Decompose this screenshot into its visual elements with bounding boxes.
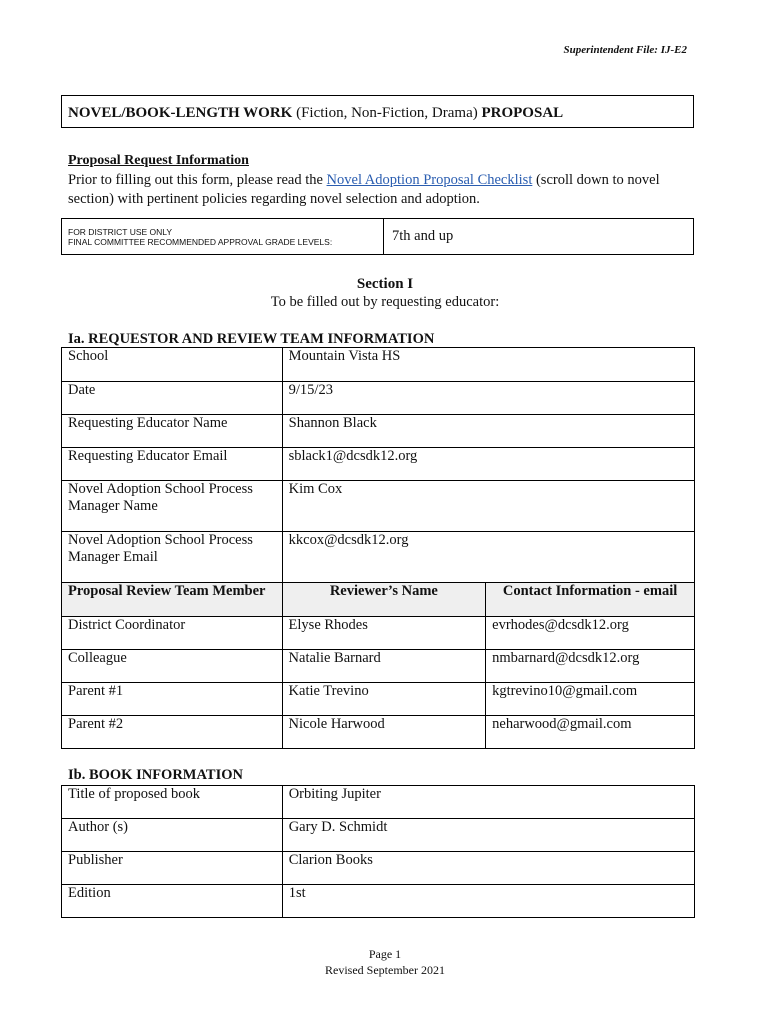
row-label: Edition: [62, 885, 283, 918]
row-label: Date: [62, 382, 283, 415]
row-label: Author (s): [62, 819, 283, 852]
table-row: [62, 852, 695, 885]
request-text-before: Prior to filling out this form, please read the: [68, 172, 327, 188]
row-value: Orbiting Jupiter: [282, 786, 694, 819]
form-title: [61, 95, 694, 128]
row-value: 9/15/23: [282, 382, 694, 415]
table-row: [62, 415, 695, 448]
title-normal: (Fiction, Non-Fiction, Drama): [292, 105, 482, 121]
table-cell: evrhodes@dcsdk12.org: [486, 617, 695, 650]
row-value: Clarion Books: [282, 852, 694, 885]
table-row: [62, 786, 695, 819]
district-label: [68, 227, 332, 247]
district-divider: [383, 219, 384, 254]
table-row: [62, 481, 695, 532]
title-bold: NOVEL/BOOK-LENGTH WORK: [68, 105, 293, 121]
row-value: Mountain Vista HS: [282, 348, 694, 382]
requestor-info-table: [61, 347, 695, 583]
row-value: 1st: [282, 885, 694, 918]
grade-level-value: 7th and up: [392, 228, 454, 244]
table-row: [62, 716, 695, 749]
requestor-info-heading: Ia. REQUESTOR AND REVIEW TEAM INFORMATION: [68, 331, 435, 347]
table-cell: neharwood@gmail.com: [486, 716, 695, 749]
table-cell: nmbarnard@dcsdk12.org: [486, 650, 695, 683]
table-cell: Natalie Barnard: [282, 650, 486, 683]
row-label: Title of proposed book: [62, 786, 283, 819]
revision-date: Revised September 2021: [325, 963, 445, 977]
district-label-line1: FOR DISTRICT USE ONLY: [68, 227, 173, 237]
table-cell: Colleague: [62, 650, 283, 683]
review-team-table: [61, 582, 695, 749]
row-label: Publisher: [62, 852, 283, 885]
table-cell: Parent #1: [62, 683, 283, 716]
request-text-after: (scroll down to novel section) with pertinent policies regarding novel selection and adoption.: [68, 172, 660, 207]
row-value: sblack1@dcsdk12.org: [282, 448, 694, 481]
title-bold-end: PROPOSAL: [481, 105, 564, 121]
file-reference: Superintendent File: IJ-E2: [563, 44, 687, 56]
book-info-heading: Ib. BOOK INFORMATION: [68, 767, 243, 783]
page-number: Page 1: [368, 947, 402, 961]
section-heading: Section I: [356, 276, 414, 292]
request-heading: Proposal Request Information: [68, 153, 249, 168]
table-row: [62, 617, 695, 650]
page-footer: [0, 946, 770, 978]
district-use-box: [61, 218, 694, 255]
request-text: [68, 171, 698, 209]
table-row: [62, 683, 695, 716]
table-row: [62, 348, 695, 382]
row-label: Requesting Educator Email: [62, 448, 283, 481]
row-label: Requesting Educator Name: [62, 415, 283, 448]
table-row: [62, 650, 695, 683]
table-row: [62, 885, 695, 918]
row-value: Kim Cox: [282, 481, 694, 532]
district-label-line2: FINAL COMMITTEE RECOMMENDED APPROVAL GRADE LEVELS:: [68, 237, 333, 247]
table-cell: Elyse Rhodes: [282, 617, 486, 650]
table-row: [62, 532, 695, 583]
column-header: Proposal Review Team Member: [62, 583, 283, 617]
row-value: Shannon Black: [282, 415, 694, 448]
table-header-row: [62, 583, 695, 617]
row-value: kkcox@dcsdk12.org: [282, 532, 694, 583]
book-info-table: [61, 785, 695, 918]
row-label: Novel Adoption School Process Manager Name: [62, 481, 283, 532]
table-cell: kgtrevino10@gmail.com: [486, 683, 695, 716]
table-cell: Nicole Harwood: [282, 716, 486, 749]
table-row: [62, 819, 695, 852]
table-cell: Katie Trevino: [282, 683, 486, 716]
column-header: Contact Information - email: [486, 583, 695, 617]
row-label: Novel Adoption School Process Manager Email: [62, 532, 283, 583]
table-cell: Parent #2: [62, 716, 283, 749]
column-header: Reviewer’s Name: [282, 583, 486, 617]
table-row: [62, 448, 695, 481]
table-row: [62, 382, 695, 415]
row-value: Gary D. Schmidt: [282, 819, 694, 852]
section-subheading: To be filled out by requesting educator:: [270, 294, 500, 310]
table-cell: District Coordinator: [62, 617, 283, 650]
checklist-link[interactable]: Novel Adoption Proposal Checklist: [326, 172, 533, 188]
row-label: School: [62, 348, 283, 382]
